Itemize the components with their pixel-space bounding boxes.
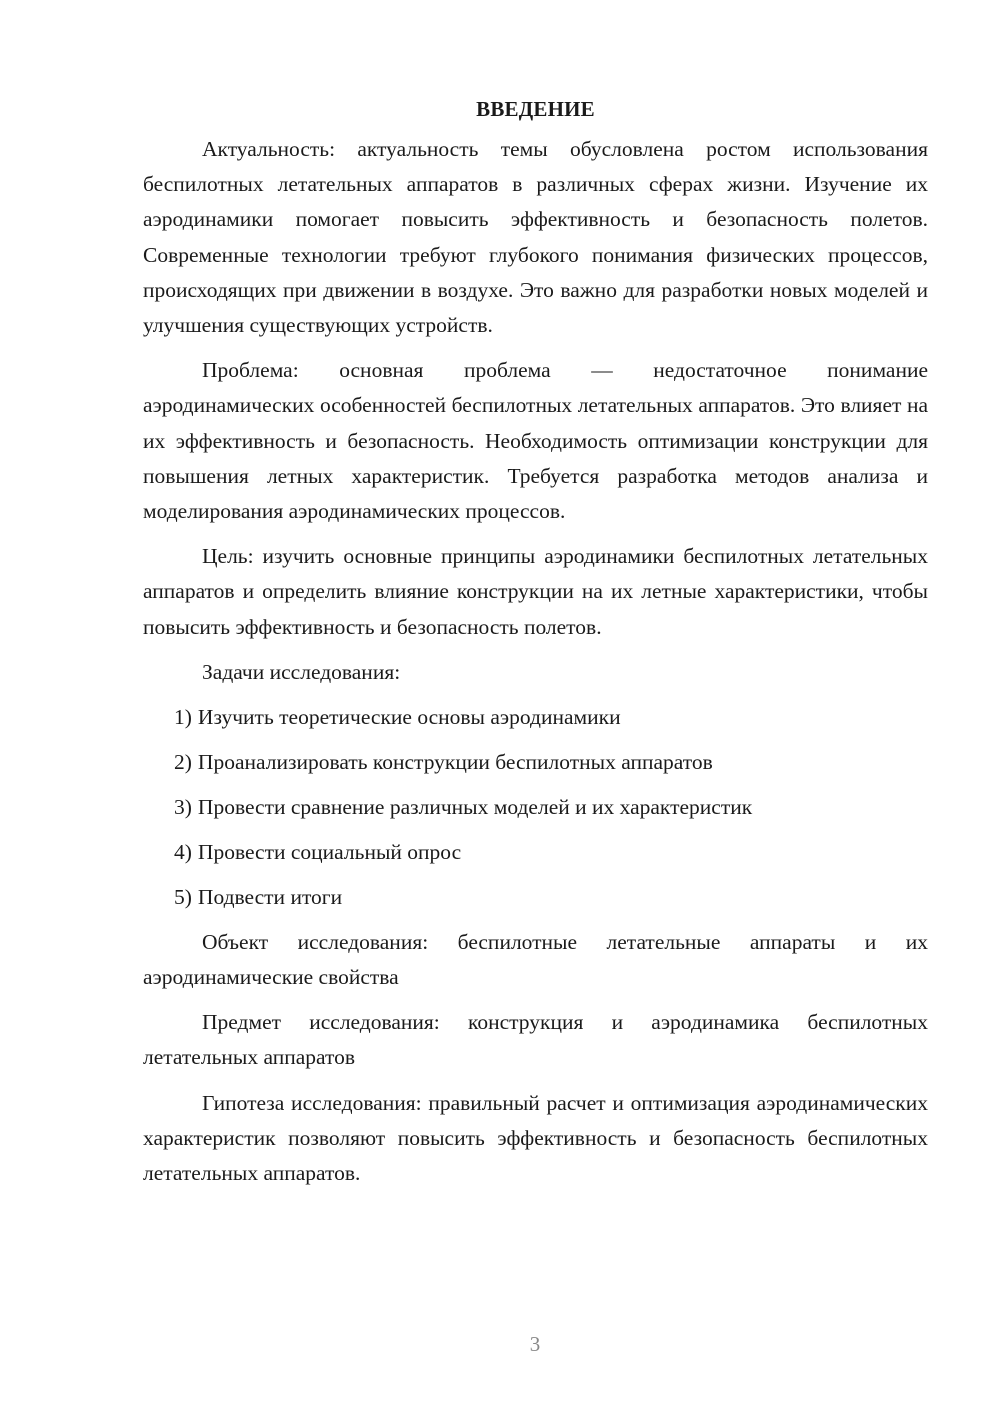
list-item-text: Провести сравнение различных моделей и их характеристик (197, 794, 753, 819)
list-item (143, 790, 928, 825)
list-item (143, 835, 928, 870)
list-item-text: Проанализировать конструкции беспилотных аппаратов (197, 749, 713, 774)
paragraph-goal: Цель: изучить основные принципы аэродинамики беспилотных летательных аппаратов и определить влияние конструкции на их летные характеристики, чтобы повысить эффективность и безопасность полетов. (143, 544, 928, 639)
paragraph-object: Объект исследования: беспилотные летательные аппараты и их аэродинамические свойства (143, 929, 928, 990)
list-item-number: 2) (174, 749, 192, 774)
list-item-text: Провести социальный опрос (197, 839, 462, 864)
list-item-number: 5) (174, 884, 192, 909)
list-item-text: Изучить теоретические основы аэродинамики (197, 704, 621, 729)
list-item-text: Подвести итоги (197, 884, 343, 909)
paragraph-problem: Проблема: основная проблема — недостаточное понимание аэродинамических особенностей беспилотных летательных аппаратов. Это влияет на их эффективность и безопасность. Необходимость оптимизации конструкции для повышения летных характеристик. Требуется разработка методов анализа и моделирования аэродинамических процессов. (143, 358, 928, 524)
list-item-number: 1) (174, 704, 192, 729)
page-content (143, 92, 928, 1201)
page-number: 3 (529, 1332, 541, 1356)
list-item (143, 880, 928, 915)
list-item-number: 4) (174, 839, 192, 864)
paragraph-subject: Предмет исследования: конструкция и аэродинамика беспилотных летательных аппаратов (143, 1010, 928, 1070)
page-title: ВВЕДЕНИЕ (476, 97, 595, 121)
tasks-heading: Задачи исследования: (202, 659, 401, 684)
paragraph-hypothesis: Гипотеза исследования: правильный расчет и оптимизация аэродинамических характеристик позволяют повысить эффективность и безопасность беспилотных летательных аппаратов. (143, 1090, 928, 1186)
list-item-number: 3) (174, 794, 192, 819)
tasks-list (143, 700, 928, 915)
paragraph-relevance: Актуальность: актуальность темы обусловлена ростом использования беспилотных летательных аппаратов в различных сферах жизни. Изучение их аэродинамики помогает повысить эффективность и безопасность полетов. Современные технологии требуют глубокого понимания физических процессов, происходящих при движении в воздухе. Это важно для разработки новых моделей и улучшения существующих устройств. (143, 137, 928, 338)
list-item (143, 745, 928, 780)
list-item (143, 700, 928, 735)
